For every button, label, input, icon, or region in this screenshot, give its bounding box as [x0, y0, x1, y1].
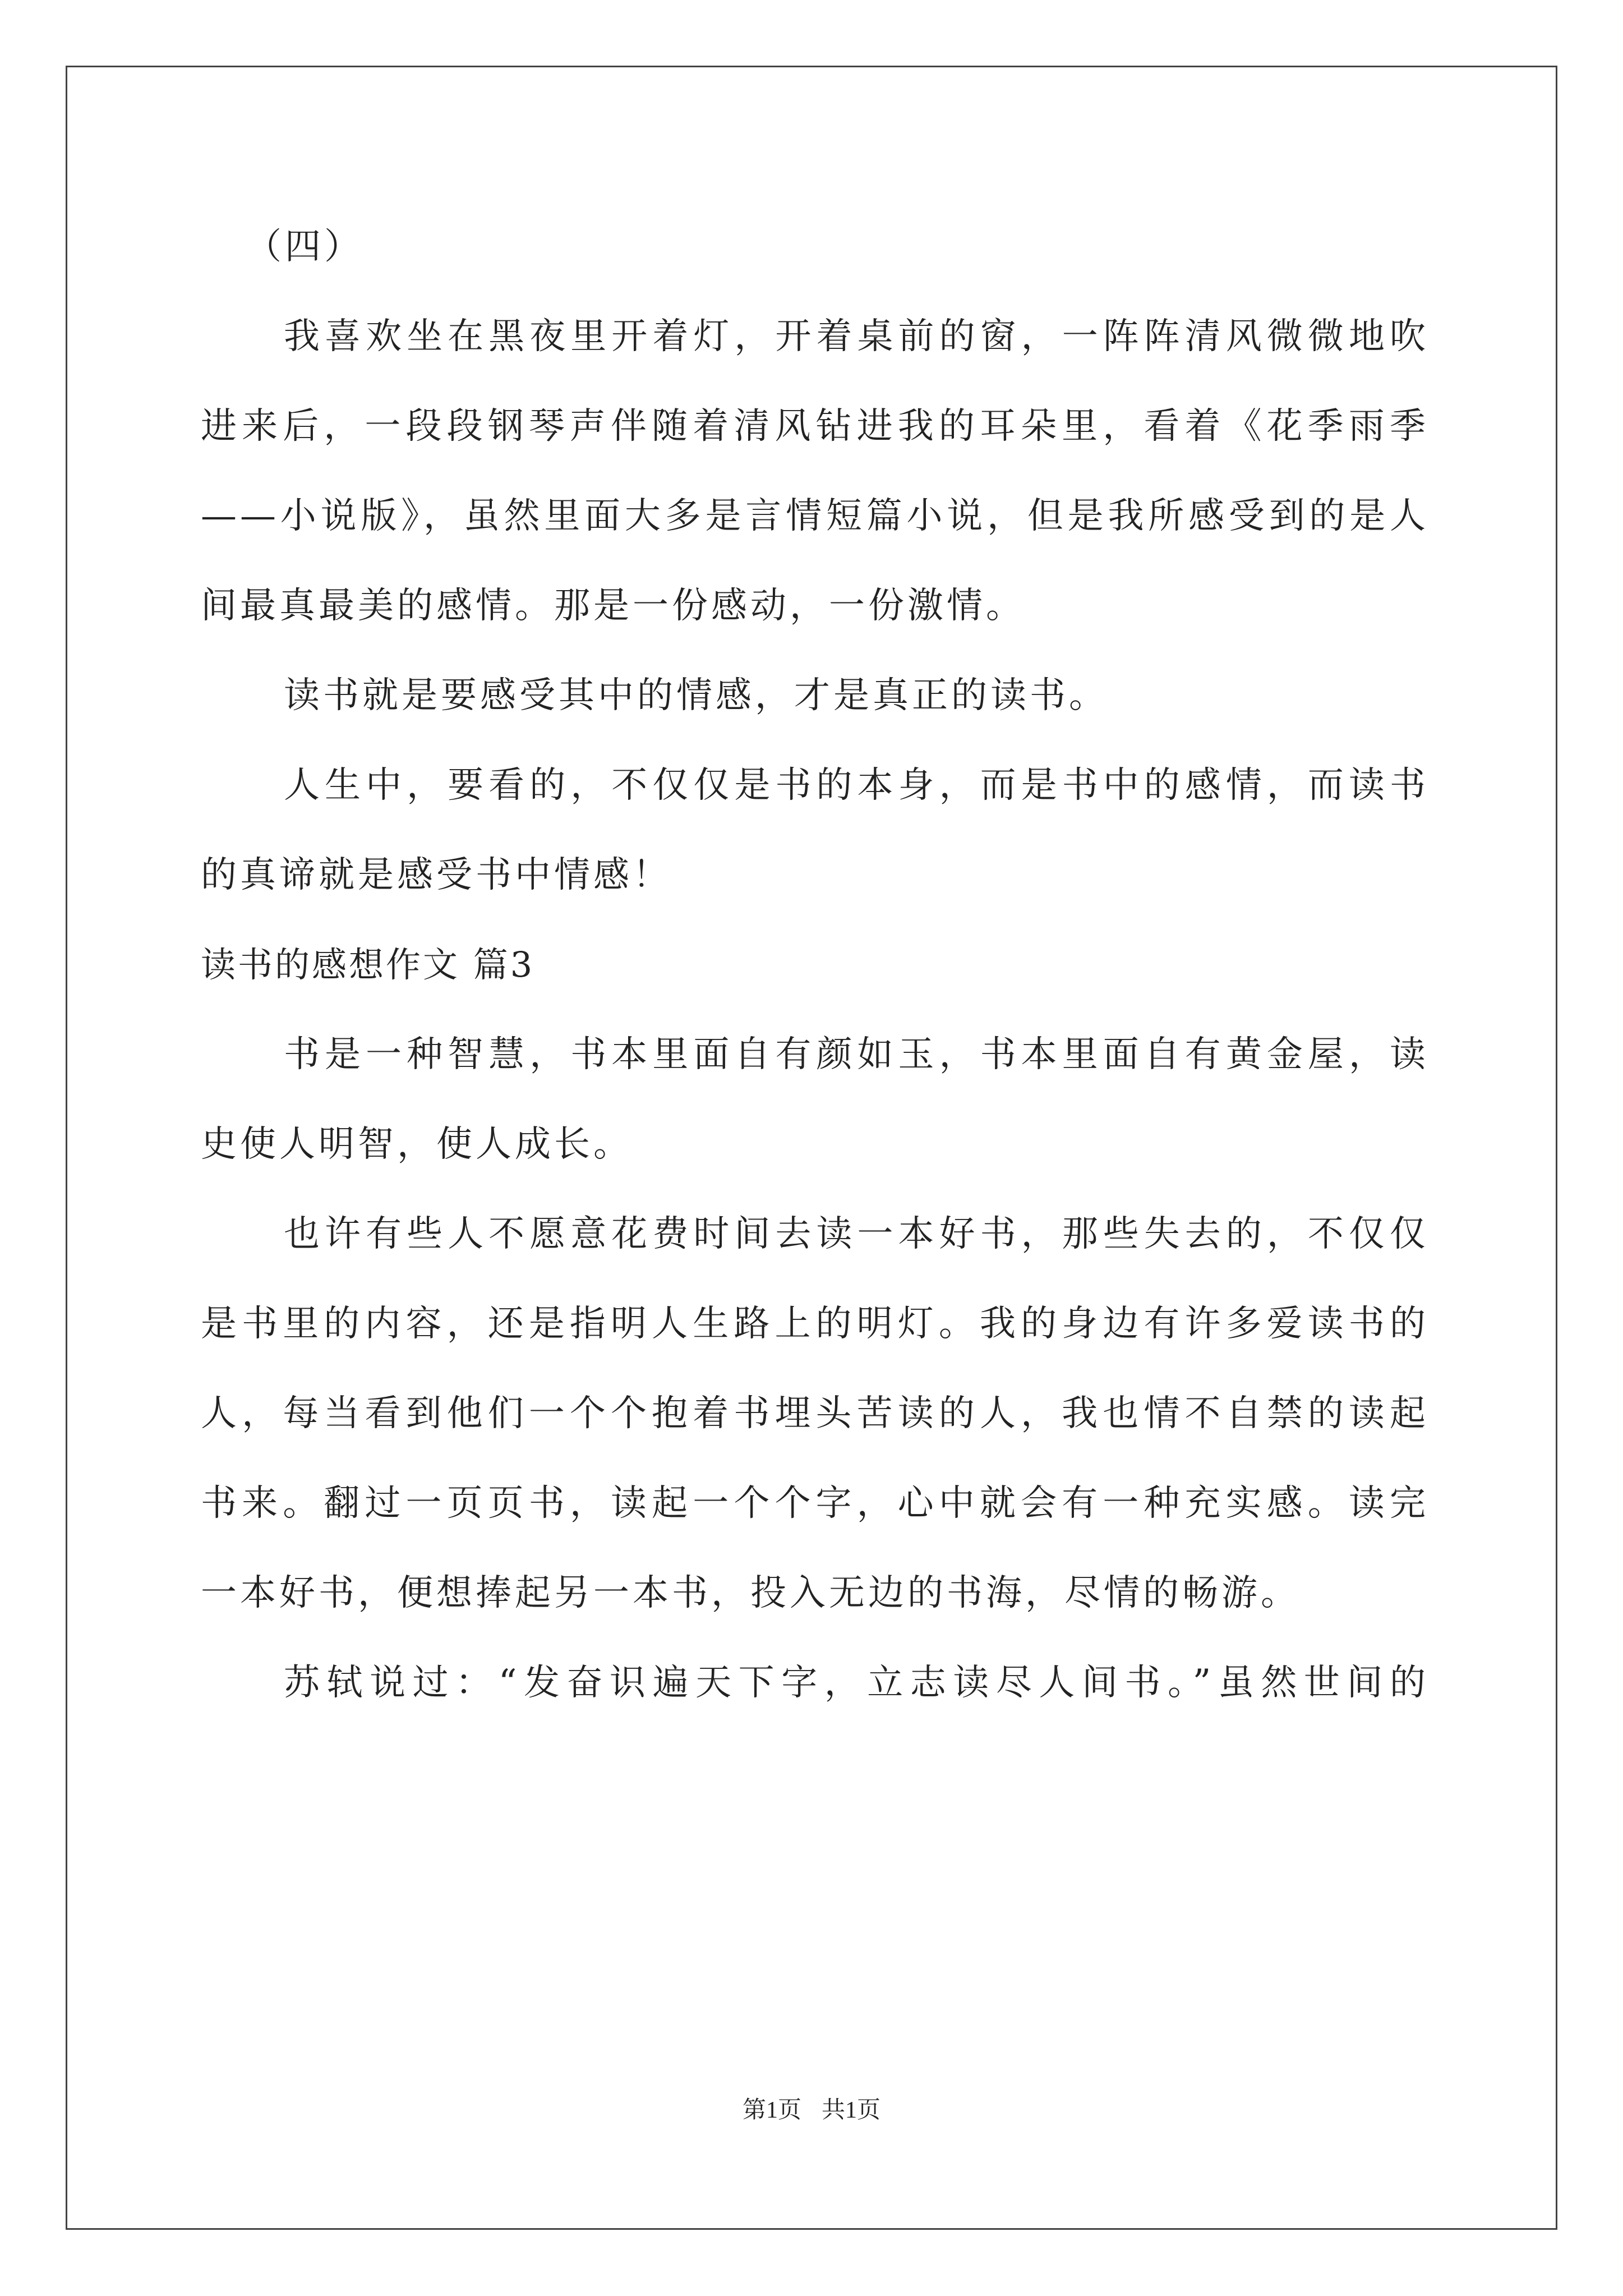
paragraph-line: 我喜欢坐在黑夜里开着灯，开着桌前的窗，一阵阵清风微微地吹: [284, 316, 1429, 357]
paragraph-6: [201, 1655, 1429, 1711]
page-footer: [0, 2091, 1623, 2125]
paragraph-line: 人，每当看到他们一个个抱着书埋头苦读的人，我也情不自禁的读起: [201, 1393, 1429, 1434]
section-heading: 读书的感想作文 篇3: [201, 944, 535, 985]
paragraph-line: 读书就是要感受其中的情感，才是真正的读书。: [284, 675, 1108, 716]
paragraph-line: 进来后，一段段钢琴声伴随着清风钻进我的耳朵里，看着《花季雨季: [201, 406, 1429, 447]
paragraph-1: [201, 309, 1429, 634]
page-number: 第1页: [742, 2097, 801, 2123]
paragraph-line: 书来。翻过一页页书，读起一个个字，心中就会有一种充实感。读完: [201, 1483, 1429, 1524]
paragraph-line: 也许有些人不愿意花费时间去读一本好书，那些失去的，不仅仅: [284, 1213, 1429, 1255]
paragraph-line: 史使人明智，使人成长。: [201, 1124, 633, 1165]
document-body: [201, 219, 1429, 1711]
paragraph-3: [201, 757, 1429, 903]
paragraph-5: [201, 1206, 1429, 1621]
paragraph-line: 书是一种智慧，书本里面自有颜如玉，书本里面自有黄金屋，读: [284, 1034, 1429, 1075]
paragraph-line: 人生中，要看的，不仅仅是书的本身，而是书中的感情，而读书: [284, 765, 1429, 806]
paragraph-2: [201, 668, 1429, 724]
paragraph-line: 苏轼说过：“发奋识遍天下字，立志读尽人间书。”虽然世间的: [284, 1662, 1429, 1704]
page-total: 共1页: [822, 2097, 881, 2123]
paragraph-line: 一本好书，便想捧起另一本书，投入无边的书海，尽情的畅游。: [201, 1572, 1300, 1614]
paragraph-line: 的真谛就是感受书中情感！: [201, 854, 672, 896]
paragraph-line: 是书里的内容，还是指明人生路上的明灯。我的身边有许多爱读书的: [201, 1303, 1429, 1345]
section-number: （四）: [246, 226, 363, 268]
paragraph-line: 间最真最美的感情。那是一份感动，一份激情。: [201, 585, 1025, 627]
paragraph-line: ——小说版》，虽然里面大多是言情短篇小说，但是我所感受到的是人: [201, 495, 1429, 537]
paragraph-4: [201, 1027, 1429, 1172]
